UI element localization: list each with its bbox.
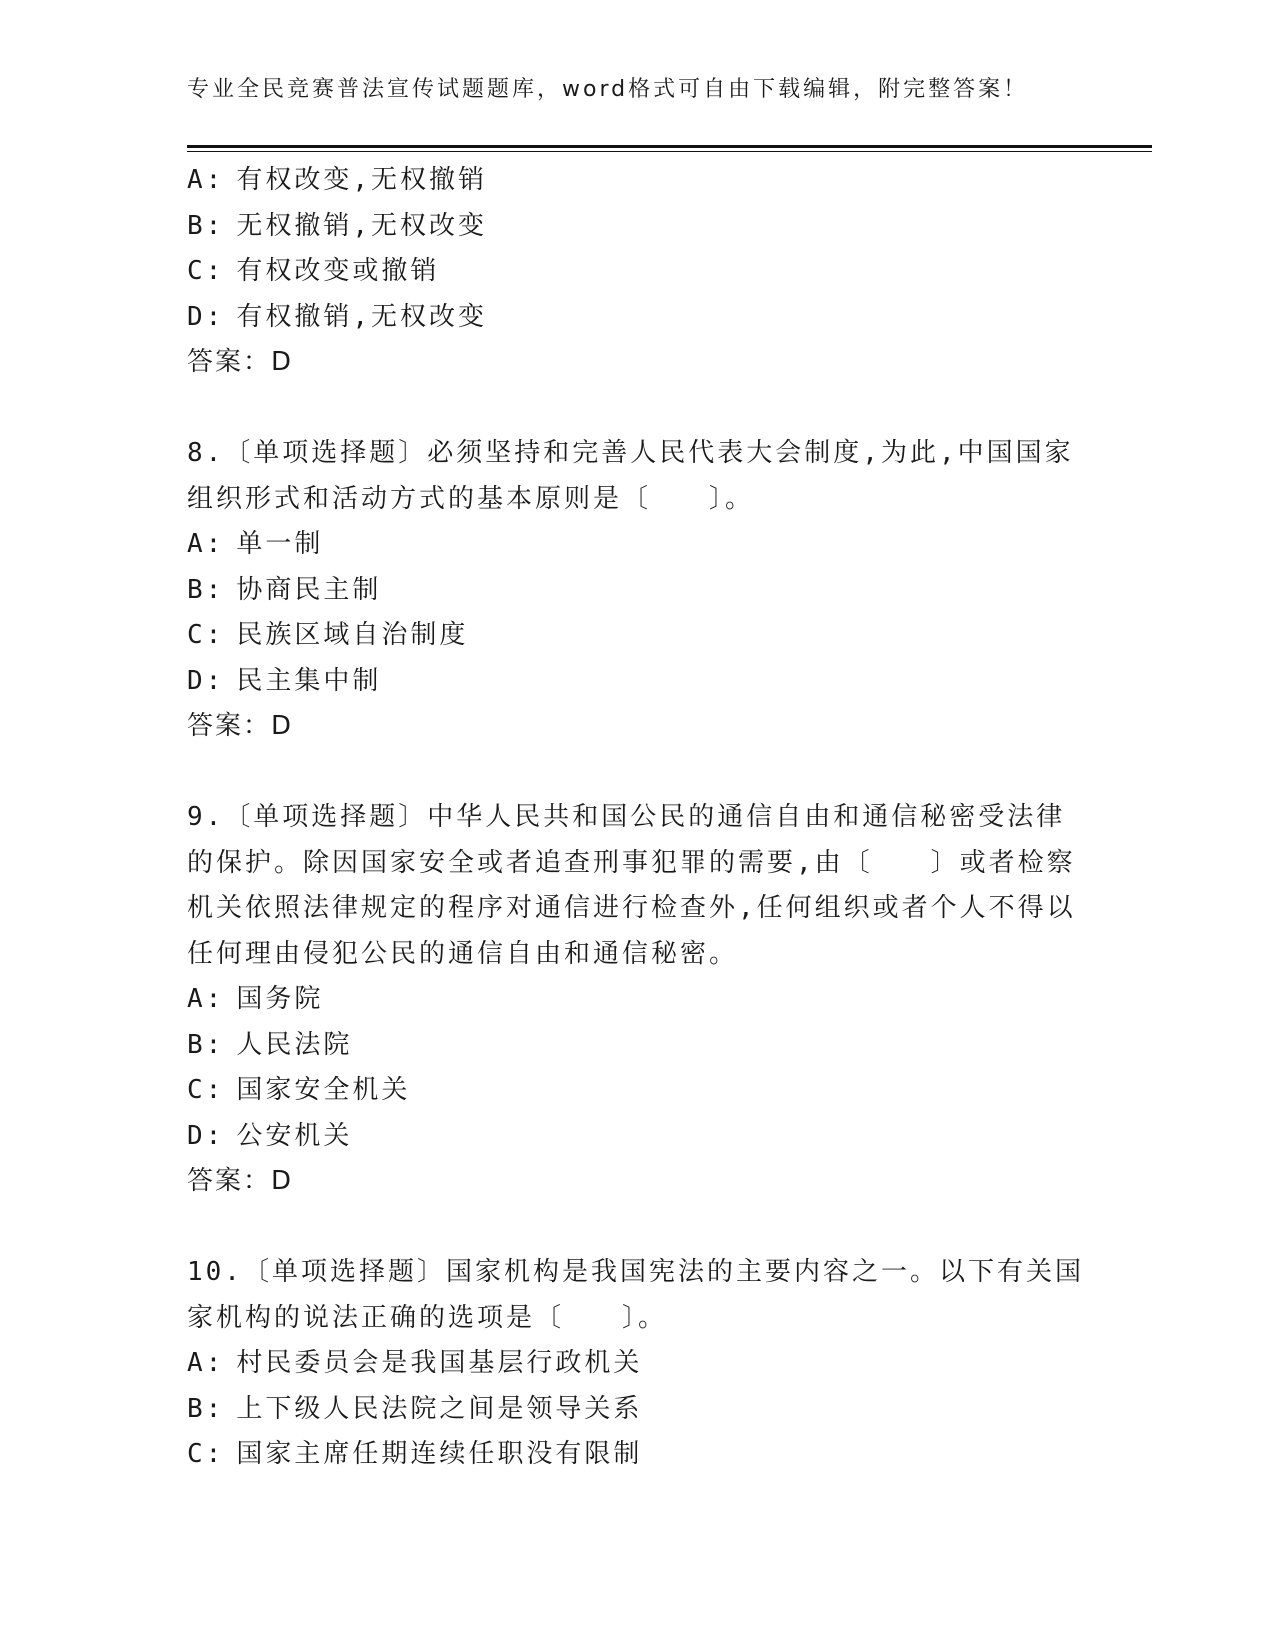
question-8-stem-line-1: 8.〔单项选择题〕必须坚持和完善人民代表大会制度,为此,中国国家 bbox=[187, 438, 1074, 468]
spacer bbox=[187, 750, 1087, 796]
option-a: A: 有权改变,无权撤销 bbox=[187, 165, 487, 195]
option-b: B: 人民法院 bbox=[187, 1029, 353, 1060]
header-rule-thick bbox=[187, 145, 1152, 148]
question-10-stem-line-2: 家机构的说法正确的选项是〔 〕。 bbox=[187, 1302, 668, 1333]
answer-line: 答案：D bbox=[187, 1166, 294, 1196]
answer-line: 答案：D bbox=[187, 347, 294, 377]
question-9-stem-line-3: 机关依照法律规定的程序对通信进行检查外,任何组织或者个人不得以 bbox=[187, 893, 1076, 923]
answer-line: 答案：D bbox=[187, 711, 294, 741]
spacer bbox=[187, 1205, 1087, 1251]
option-c: C: 民族区域自治制度 bbox=[187, 620, 469, 650]
question-content bbox=[187, 158, 1087, 1478]
spacer bbox=[187, 386, 1087, 432]
option-d: D: 民主集中制 bbox=[187, 665, 382, 696]
option-b: B: 无权撤销,无权改变 bbox=[187, 210, 487, 241]
option-d: D: 有权撤销,无权改变 bbox=[187, 301, 487, 332]
question-10-stem-line-1: 10.〔单项选择题〕国家机构是我国宪法的主要内容之一。以下有关国 bbox=[187, 1257, 1084, 1287]
option-a: A: 单一制 bbox=[187, 529, 324, 559]
question-9-stem-line-2: 的保护。除因国家安全或者追查刑事犯罪的需要,由〔 〕或者检察 bbox=[187, 847, 1076, 878]
option-b: B: 上下级人民法院之间是领导关系 bbox=[187, 1393, 643, 1424]
question-8-stem-line-2: 组织形式和活动方式的基本原则是〔 〕。 bbox=[187, 483, 755, 514]
option-c: C: 有权改变或撤销 bbox=[187, 256, 440, 286]
question-9-stem-line-4: 任何理由侵犯公民的通信自由和通信秘密。 bbox=[187, 938, 739, 969]
option-c: C: 国家主席任期连续任职没有限制 bbox=[187, 1439, 643, 1469]
option-b: B: 协商民主制 bbox=[187, 574, 382, 605]
page-header: 专业全民竞赛普法宣传试题题库，word格式可自由下载编辑，附完整答案！ bbox=[187, 77, 1029, 102]
option-c: C: 国家安全机关 bbox=[187, 1075, 411, 1105]
option-a: A: 国务院 bbox=[187, 984, 324, 1014]
option-a: A: 村民委员会是我国基层行政机关 bbox=[187, 1348, 643, 1378]
question-9-stem-line-1: 9.〔单项选择题〕中华人民共和国公民的通信自由和通信秘密受法律 bbox=[187, 802, 1066, 832]
option-d: D: 公安机关 bbox=[187, 1120, 353, 1151]
header-rule-thin bbox=[187, 151, 1152, 152]
